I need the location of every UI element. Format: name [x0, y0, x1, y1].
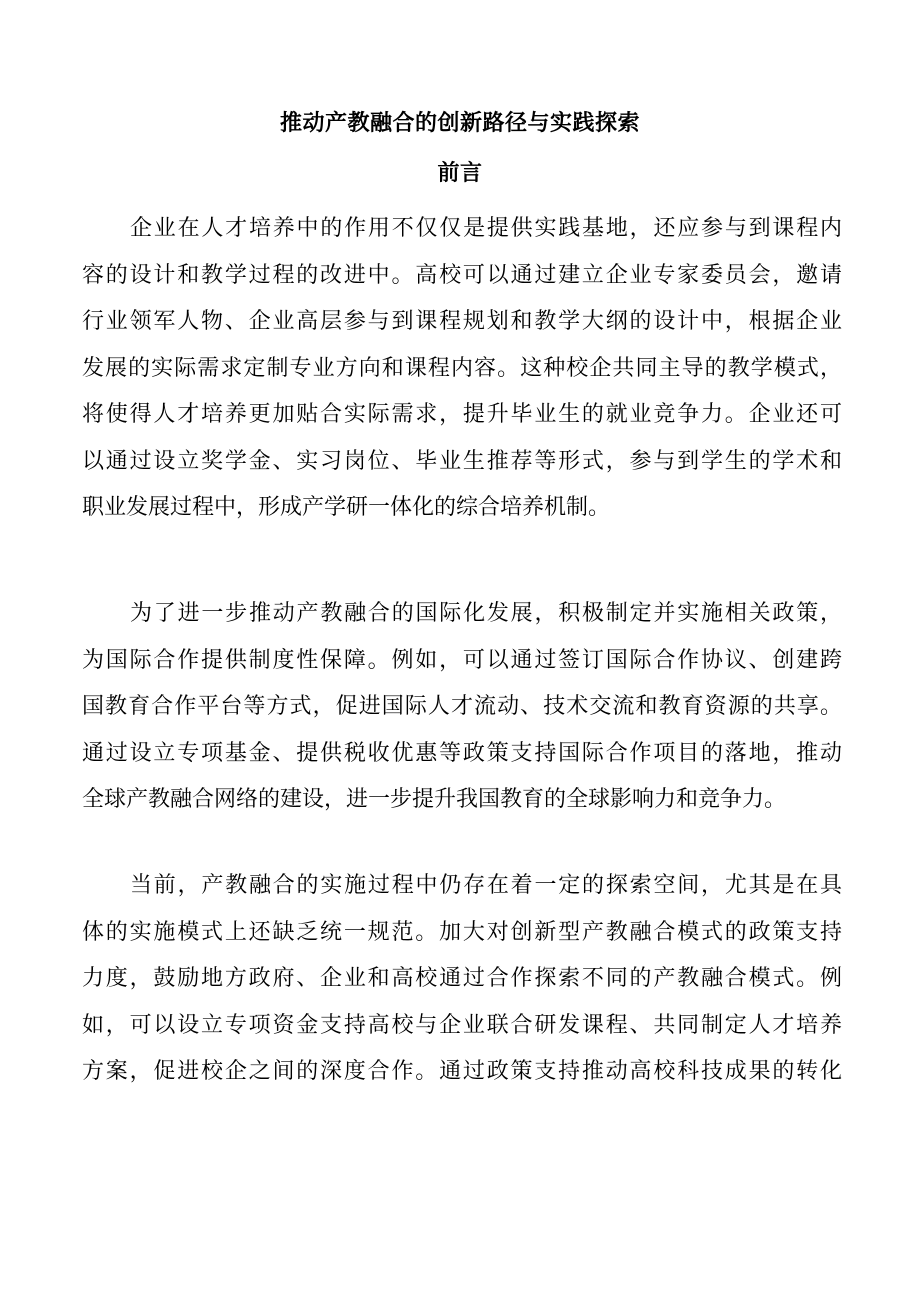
- section-heading: 前言: [437, 160, 483, 186]
- document-title: 推动产教融合的创新路径与实践探索: [279, 110, 640, 136]
- paragraph-1: [82, 206, 842, 532]
- paragraph-line: 国教育合作平台等方式，促进国际人才流动、技术交流和教育资源的共享。: [82, 694, 842, 719]
- paragraph-line: 职业发展过程中，形成产学研一体化的综合培养机制。: [82, 495, 611, 520]
- paragraph-line: 发展的实际需求定制专业方向和课程内容。这种校企共同主导的教学模式，: [82, 355, 842, 381]
- paragraph-line: 全球产教融合网络的建设，进一步提升我国教育的全球影响力和竞争力。: [82, 787, 787, 812]
- paragraph-line: 容的设计和教学过程的改进中。高校可以通过建立企业专家委员会，邀请: [82, 262, 842, 288]
- paragraph-line: 方案，促进校企之间的深度合作。通过政策支持推动高校科技成果的转化: [82, 1059, 842, 1084]
- paragraph-line: 将使得人才培养更加贴合实际需求，提升毕业生的就业竞争力。企业还可: [82, 402, 842, 427]
- paragraph-line: 行业领军人物、企业高层参与到课程规划和教学大纲的设计中，根据企业: [82, 309, 842, 334]
- paragraph-line: 为国际合作提供制度性保障。例如，可以通过签订国际合作协议、创建跨: [82, 647, 842, 673]
- paragraph-line: 以通过设立奖学金、实习岗位、毕业生推荐等形式，参与到学生的学术和: [82, 448, 842, 474]
- paragraph-2: [82, 591, 842, 824]
- paragraph-line: 企业在人才培养中的作用不仅仅是提供实践基地，还应参与到课程内: [130, 216, 842, 241]
- paragraph-line: 为了进一步推动产教融合的国际化发展，积极制定并实施相关政策，: [130, 601, 842, 626]
- paragraph-line: 体的实施模式上还缺乏统一规范。加大对创新型产教融合模式的政策支持: [82, 919, 842, 945]
- paragraph-line: 力度，鼓励地方政府、企业和高校通过合作探索不同的产教融合模式。例: [82, 966, 842, 991]
- paragraph-line: 通过设立专项基金、提供税收优惠等政策支持国际合作项目的落地，推动: [82, 740, 842, 766]
- paragraph-line: 如，可以设立专项资金支持高校与企业联合研发课程、共同制定人才培养: [82, 1012, 842, 1038]
- paragraph-3: [82, 863, 842, 1096]
- paragraph-line: 当前，产教融合的实施过程中仍存在着一定的探索空间，尤其是在具: [130, 873, 842, 898]
